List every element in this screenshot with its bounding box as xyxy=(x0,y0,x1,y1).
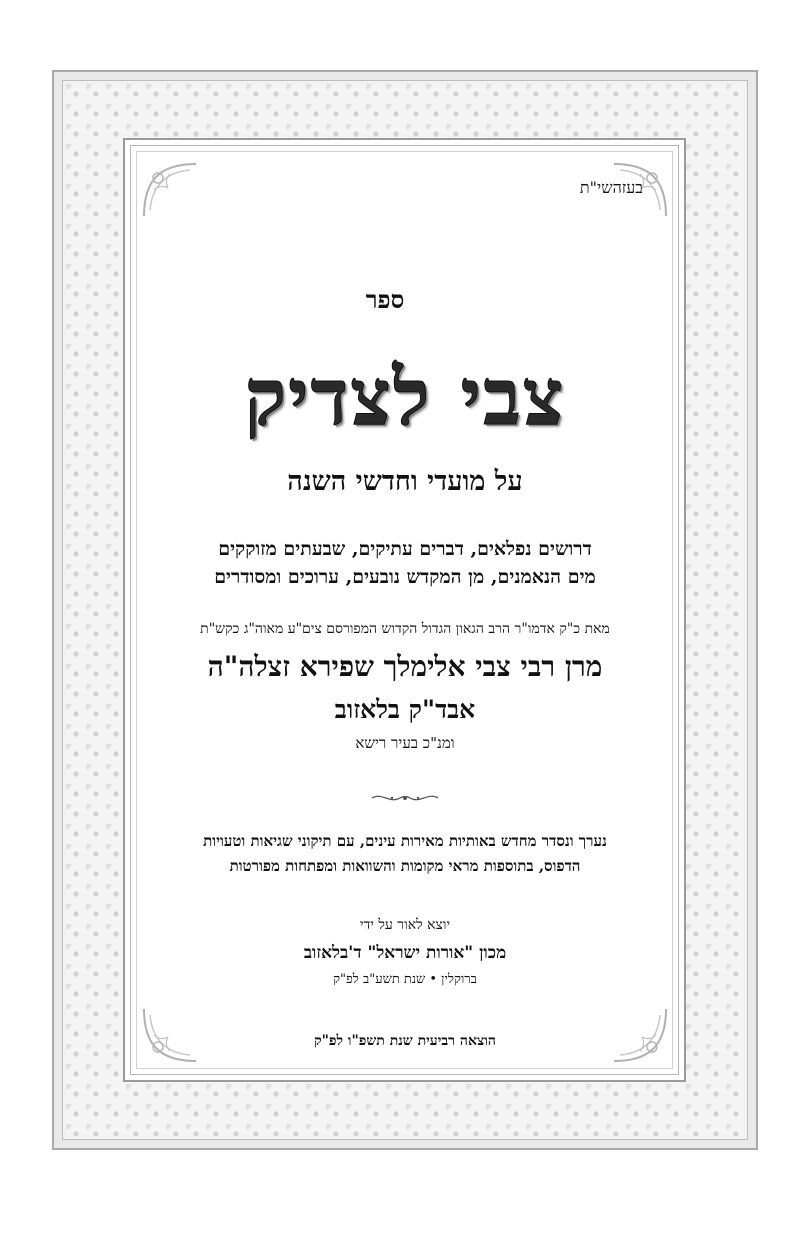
description-line-2: מים הנאמנים, מן המקדש נובעים, ערוכים ומסודרים xyxy=(214,566,596,588)
edition-note: הוצאה רביעית שנת תשפ"ו לפ"ק xyxy=(314,1033,496,1049)
sefer-label xyxy=(145,285,665,315)
flourish-divider-icon xyxy=(370,790,440,804)
author-title: אבד"ק בלאזוב xyxy=(334,695,476,724)
author-name: מרן רבי צבי אלימלך שפירא זצלה"ה xyxy=(207,650,603,683)
description-line-1: דרושים נפלאים, דברים עתיקים, שבעתים מזוקקים xyxy=(218,538,592,560)
corner-ornament-icon xyxy=(140,160,200,220)
inner-frame xyxy=(123,138,686,1082)
editing-note-line-1: נערך ונסדר מחדש באותיות מאירות עינים, עם תיקוני שגיאות וטעויות xyxy=(203,832,607,850)
bsd-header: בעזהשי"ת xyxy=(579,178,643,197)
book-subtitle: על מועדי וחדשי השנה xyxy=(287,466,523,497)
publisher-name: מכון "אורות ישראל" ד'בלאזוב xyxy=(303,943,507,963)
book-title: צבי לצדיק xyxy=(244,352,566,443)
publisher-intro: יוצא לאור על ידי xyxy=(359,917,451,933)
author-by-line: מאת כ"ק אדמו"ר הרב הגאון הגדול הקדוש המפורסם צים"ע מאוה"ג כקש"ת xyxy=(200,621,610,637)
editing-note-line-2: הדפוס, בתוספות מראי מקומות והשוואות ומפתחות מפורטות xyxy=(229,857,581,875)
sefer-label-text: ספר xyxy=(365,285,405,314)
publication-place-year: ברוקלין • שנת תשע"ב לפ"ק xyxy=(333,972,477,987)
author-note: ומנ"כ בעיר רישא xyxy=(355,734,455,752)
